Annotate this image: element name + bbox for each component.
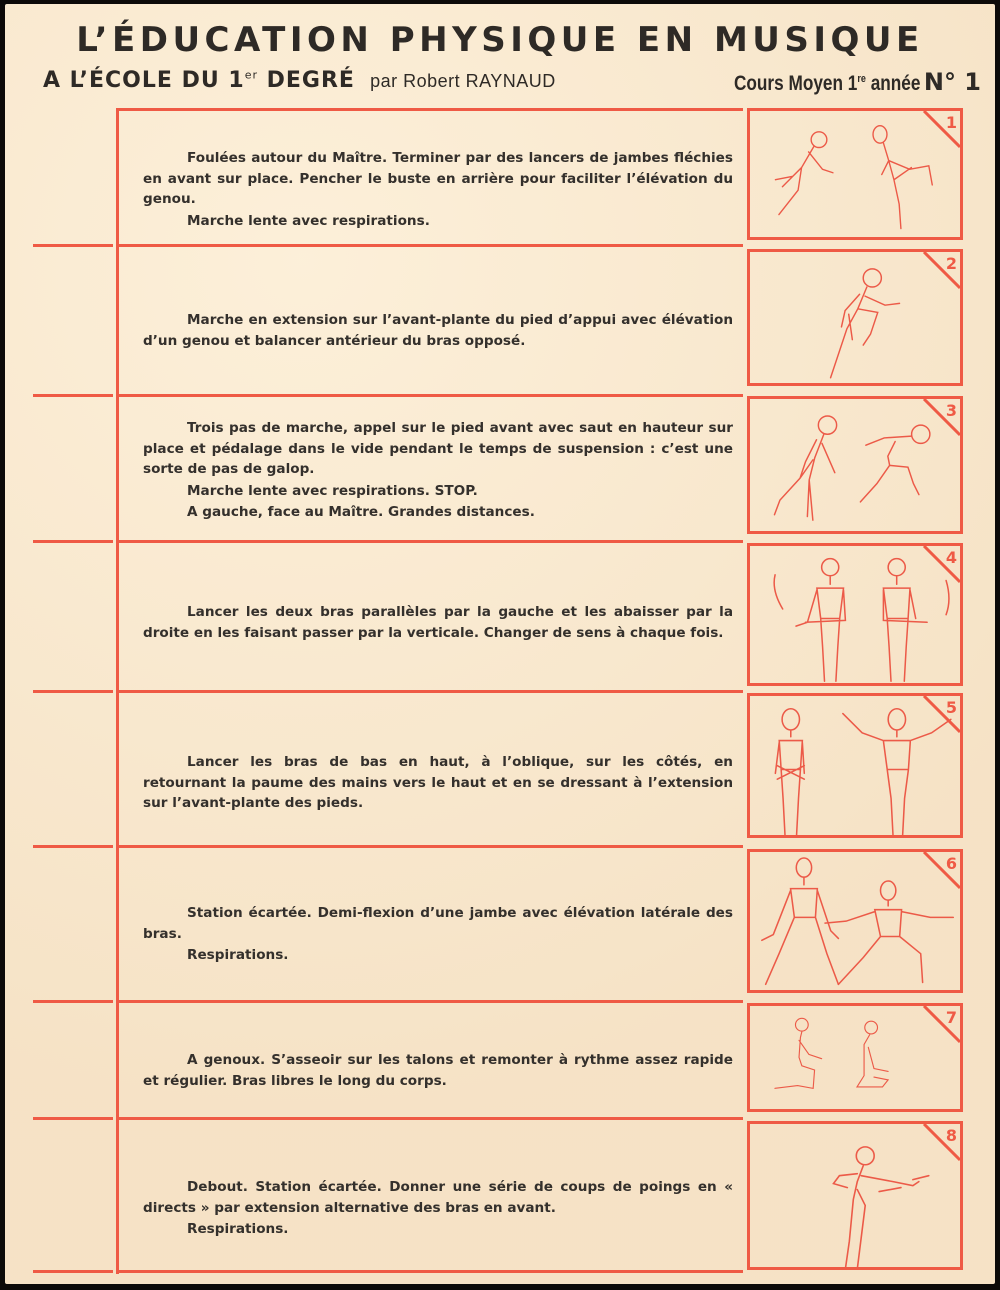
exercise-instruction: Marche en extension sur l’avant-plante du pied d’appui avec élévation d’un genou et balancer antérieur du bras opposé. [143,312,733,349]
rule-row [119,244,743,247]
subtitle-school-text: A L’ÉCOLE DU 1 [43,68,245,93]
exercise-number: 4 [945,548,957,567]
page-title: L’ÉDUCATION PHYSIQUE EN MUSIQUE [76,20,924,60]
exercise-3-illustration [747,396,963,534]
exercise-instruction: Respirations. [187,947,289,963]
subtitle-sup: er [244,68,258,82]
rule-row [119,1117,743,1120]
exercise-5-illustration [747,693,963,838]
rule-row [119,540,743,543]
exercise-instruction: Foulées autour du Maître. Terminer par des lancers de jambes fléchies en avant sur place. Pencher le buste en arrière pour faciliter l’élévation du genou. [143,150,733,207]
rule-row [119,394,743,397]
exercise-2-illustration [747,249,963,386]
exercise-number: 3 [945,401,957,420]
exercise-7-text [143,1050,733,1091]
exercise-instruction: Marche lente avec respirations. STOP. [187,482,478,499]
rule-row [119,845,743,848]
exercise-1-illustration [747,108,963,240]
rule-row [119,1000,743,1003]
exercise-2-text [143,310,733,351]
exercise-6-text [143,903,733,966]
exercise-number: 2 [945,254,957,273]
course-text: Cours Moyen 1 [734,72,858,95]
subtitle-school-tail: DEGRÉ [257,68,355,93]
rule-margin [33,1117,113,1120]
subtitle [43,68,556,93]
rule-row [119,1270,743,1273]
exercise-8-text [143,1177,733,1240]
exercise-4-text [143,602,733,643]
rule-margin [33,540,113,543]
exercise-instruction: Lancer les deux bras parallèles par la gauche et les abaisser par la droite en les faisant passer par la verticale. Changer de sens à chaque fois. [143,604,733,641]
exercise-number: 5 [945,698,957,717]
exercise-5-text [143,752,733,814]
rule-margin [33,1000,113,1003]
course-sup: re [857,73,867,85]
exercise-instruction: A genoux. S’asseoir sur les talons et remonter à rythme assez rapide et régulier. Bras libres le long du corps. [143,1052,733,1089]
exercise-instruction: Marche lente avec respirations. [187,212,430,229]
exercise-instruction: Debout. Station écartée. Donner une série de coups de poings en « directs » par extension alternative des bras en avant. [143,1179,733,1216]
exercise-4-illustration [747,543,963,686]
course-tail: année [866,72,921,95]
exercise-number: 6 [945,854,957,873]
exercise-instruction: A gauche, face au Maître. Grandes distances. [187,504,535,520]
course-label [734,72,921,96]
worksheet-page [5,4,995,1284]
rule-margin [33,394,113,397]
subtitle-school [43,68,355,93]
exercise-6-illustration [747,849,963,993]
exercise-number: 7 [945,1008,957,1027]
rule-margin [33,845,113,848]
sheet-number: N° 1 [923,68,981,96]
exercise-8-illustration [747,1121,963,1270]
rule-margin [33,690,113,693]
exercise-instruction: Respirations. [187,1221,289,1237]
course-info [693,68,981,96]
exercise-number: 1 [945,113,957,132]
rule-margin [33,244,113,247]
exercise-7-illustration [747,1003,963,1112]
exercise-3-text [143,418,733,523]
rule-margin [33,1270,113,1273]
exercise-instruction: Lancer les bras de bas en haut, à l’oblique, sur les côtés, en retournant la paume des mains vers le haut et en se dressant à l’extension sur l’avant-plante des pieds. [143,754,733,811]
exercise-instruction: Station écartée. Demi-flexion d’une jambe avec élévation latérale des bras. [143,905,733,942]
author: par Robert RAYNAUD [370,71,556,91]
rule-row [119,690,743,693]
exercise-instruction: Trois pas de marche, appel sur le pied avant avec saut en hauteur sur place et pédalage dans le vide pendant le temps de suspension : c’est une sorte de pas de galop. [143,420,733,477]
exercise-number: 8 [945,1126,957,1145]
exercise-1-text [143,148,733,231]
rule-top [116,108,743,111]
